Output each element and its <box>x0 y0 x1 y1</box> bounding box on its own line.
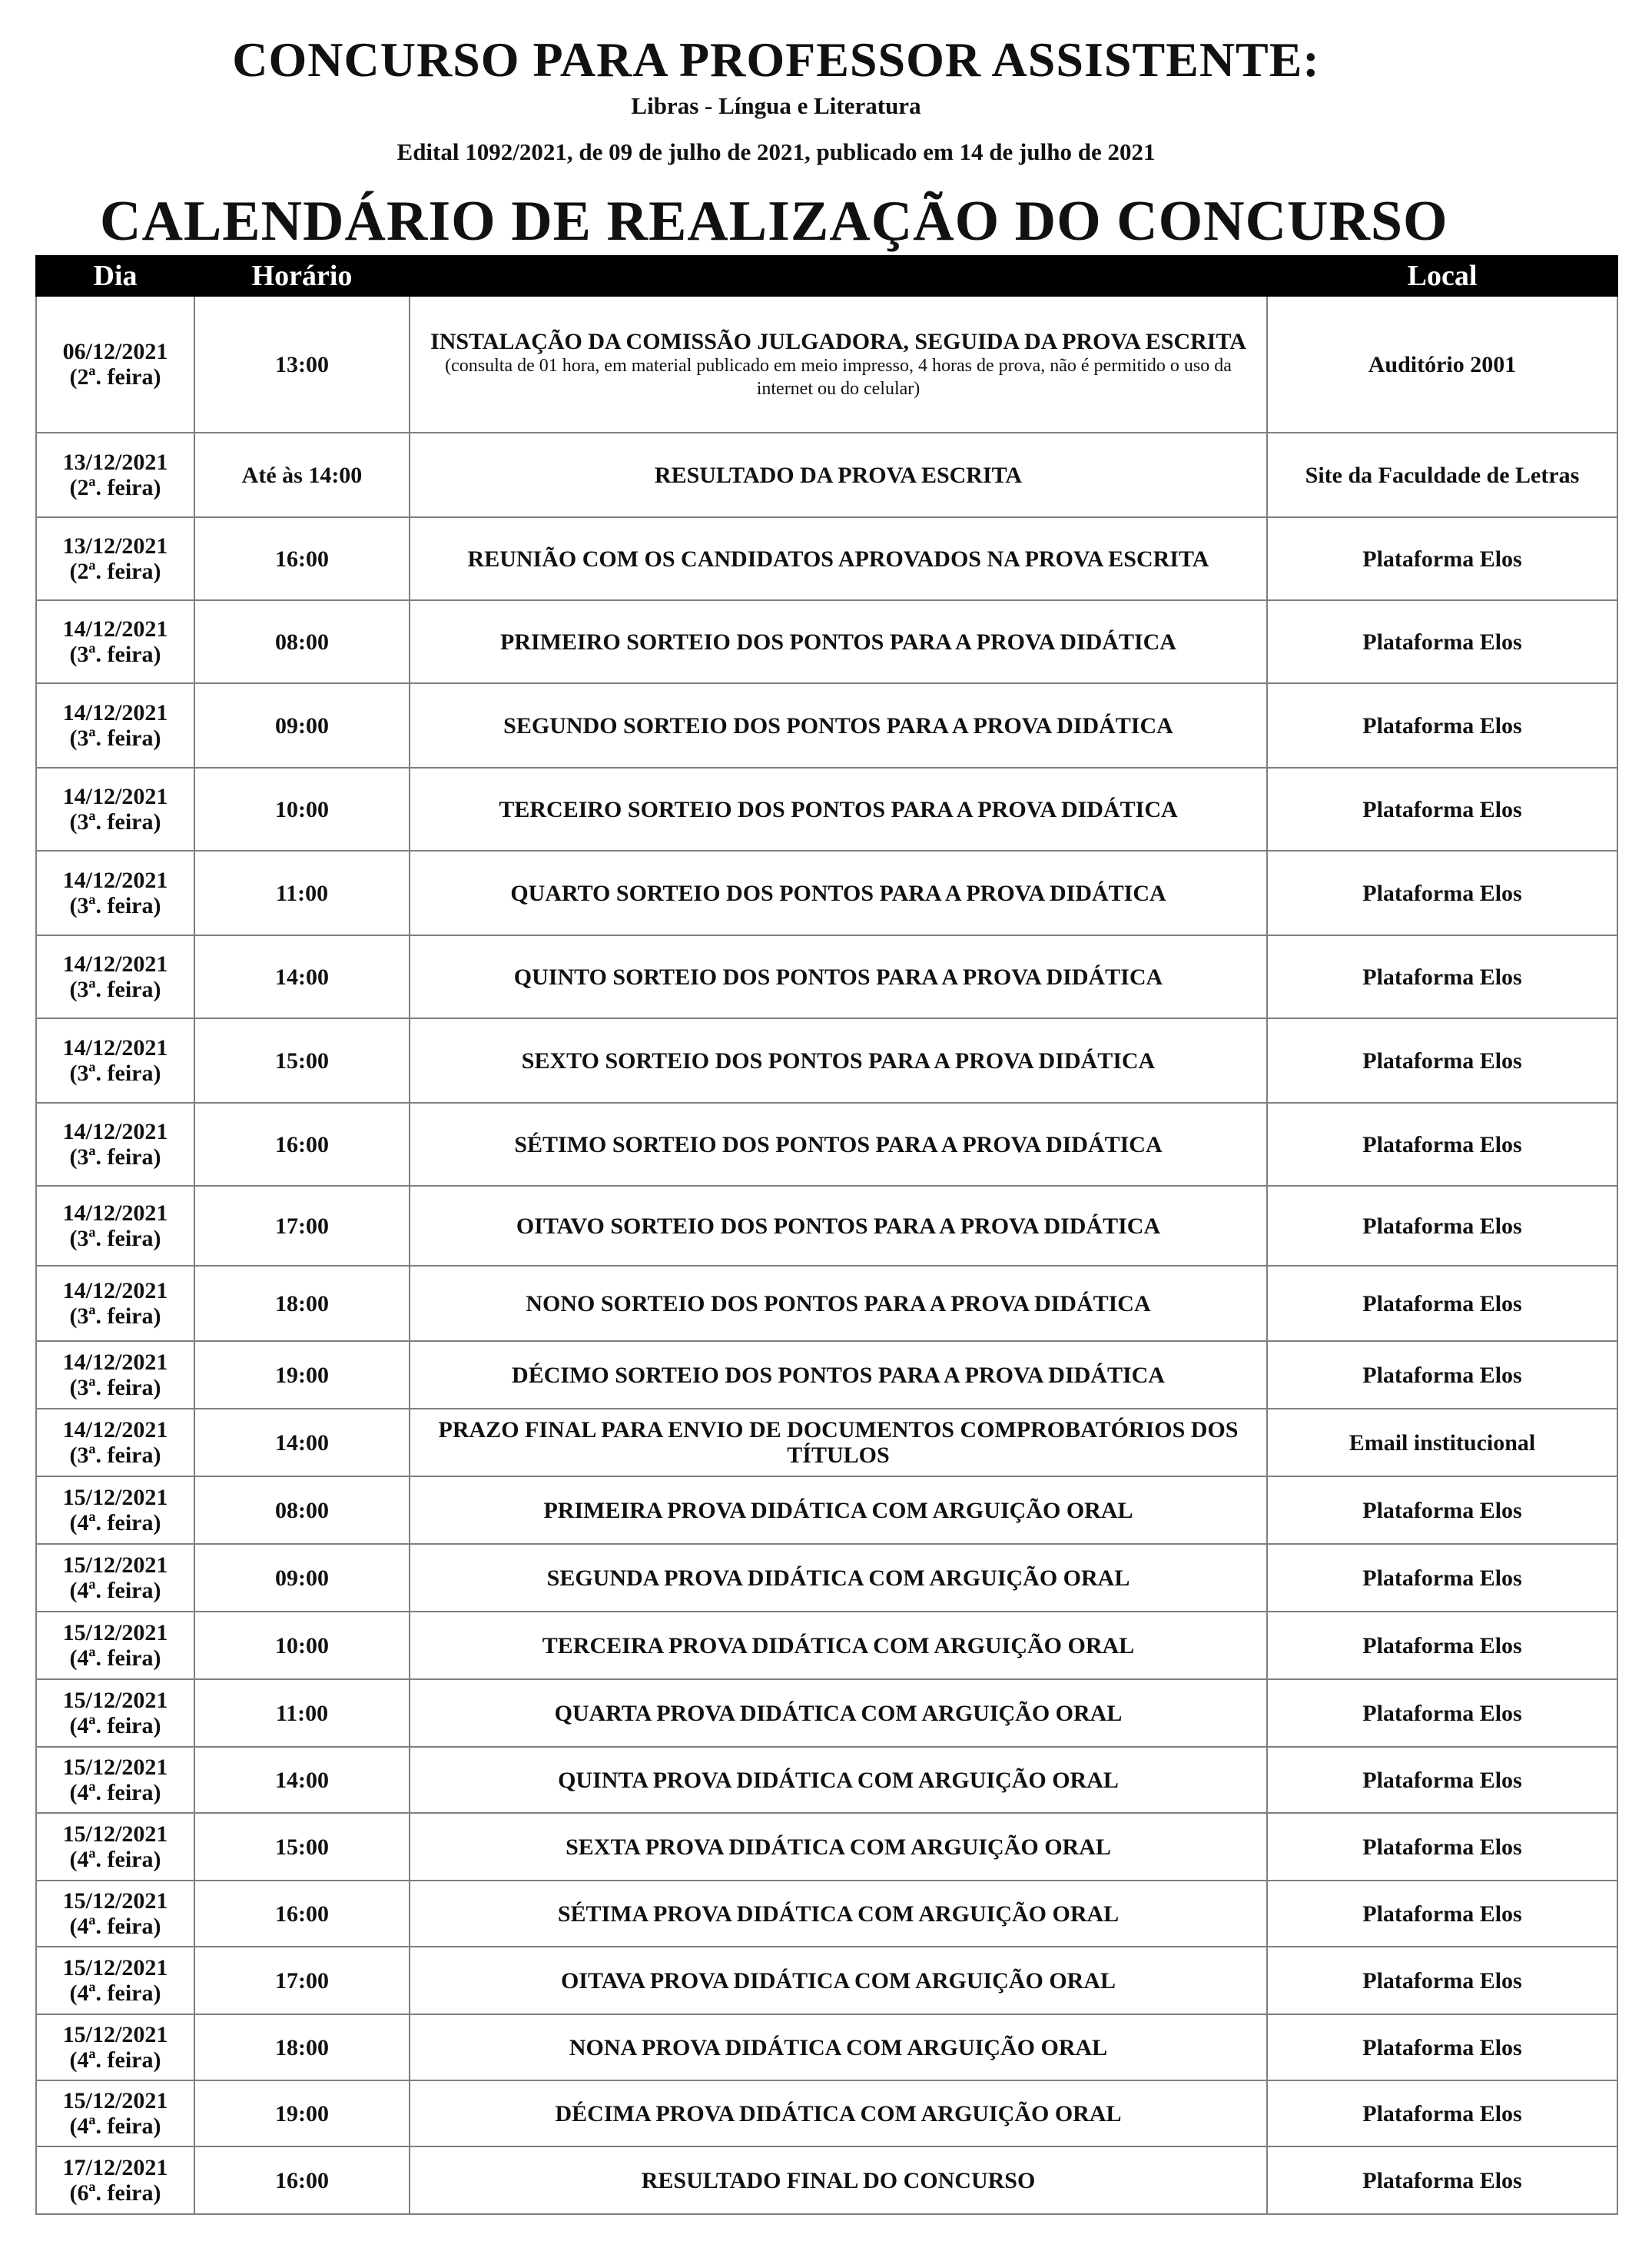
cell-dia <box>36 935 194 1018</box>
cell-horario: 08:00 <box>194 1476 410 1544</box>
cell-horario: 13:00 <box>194 296 410 433</box>
cell-horario: 08:00 <box>194 600 410 683</box>
event-text: SEGUNDA PROVA DIDÁTICA COM ARGUIÇÃO ORAL <box>546 1565 1130 1591</box>
table-row <box>36 1186 1617 1266</box>
cell-evento <box>410 1266 1267 1341</box>
event-text: SEXTO SORTEIO DOS PONTOS PARA A PROVA DIDÁTICA <box>521 1047 1156 1074</box>
date-text: 13/12/2021 <box>62 450 168 475</box>
weekday-text: (3ª. feira) <box>69 893 161 918</box>
event-text: SEXTA PROVA DIDÁTICA COM ARGUIÇÃO ORAL <box>566 1834 1111 1860</box>
cell-local: Plataforma Elos <box>1267 1881 1617 1947</box>
cell-dia <box>36 1813 194 1881</box>
table-row <box>36 1266 1617 1341</box>
cell-local: Plataforma Elos <box>1267 517 1617 600</box>
event-text: NONO SORTEIO DOS PONTOS PARA A PROVA DIDÁTICA <box>526 1290 1151 1316</box>
event-text: RESULTADO DA PROVA ESCRITA <box>654 462 1023 488</box>
date-text: 15/12/2021 <box>62 1688 168 1713</box>
schedule-table <box>35 255 1618 2215</box>
cell-dia <box>36 296 194 433</box>
cell-horario: 10:00 <box>194 1612 410 1679</box>
cell-horario: 15:00 <box>194 1018 410 1103</box>
page-subtitle: Libras - Língua e Literatura <box>631 92 921 119</box>
cell-dia <box>36 433 194 517</box>
date-text: 14/12/2021 <box>62 868 168 893</box>
event-text: OITAVO SORTEIO DOS PONTOS PARA A PROVA DIDÁTICA <box>516 1213 1161 1239</box>
date-text: 14/12/2021 <box>62 700 168 725</box>
date-text: 15/12/2021 <box>62 1552 168 1578</box>
table-row <box>36 1947 1617 2014</box>
cell-dia <box>36 1341 194 1409</box>
date-text: 17/12/2021 <box>62 2155 168 2180</box>
date-text: 14/12/2021 <box>62 1035 168 1061</box>
weekday-text: (3ª. feira) <box>69 1443 161 1468</box>
calendar-heading: CALENDÁRIO DE REALIZAÇÃO DO CONCURSO <box>100 190 1448 253</box>
date-text: 06/12/2021 <box>62 339 168 364</box>
cell-local: Plataforma Elos <box>1267 1018 1617 1103</box>
schedule-body <box>36 296 1617 2214</box>
event-text: NONA PROVA DIDÁTICA COM ARGUIÇÃO ORAL <box>569 2034 1108 2060</box>
cell-dia <box>36 851 194 935</box>
cell-local: Plataforma Elos <box>1267 683 1617 768</box>
table-row <box>36 1409 1617 1476</box>
cell-horario: 09:00 <box>194 683 410 768</box>
cell-local: Plataforma Elos <box>1267 2146 1617 2214</box>
weekday-text: (4ª. feira) <box>69 1914 161 1939</box>
date-text: 14/12/2021 <box>62 951 168 977</box>
cell-evento <box>410 433 1267 517</box>
event-text: INSTALAÇÃO DA COMISSÃO JULGADORA, SEGUIDA DA PROVA ESCRITA <box>430 328 1246 354</box>
cell-horario: 18:00 <box>194 2014 410 2080</box>
cell-local: Plataforma Elos <box>1267 1747 1617 1813</box>
cell-local: Plataforma Elos <box>1267 600 1617 683</box>
edital-line: Edital 1092/2021, de 09 de julho de 2021, publicado em 14 de julho de 2021 <box>396 138 1156 165</box>
date-text: 14/12/2021 <box>62 1119 168 1144</box>
cell-local: Plataforma Elos <box>1267 1476 1617 1544</box>
event-note: (consulta de 01 hora, em material publicado em meio impresso, 4 horas de prova, não é permitido o uso da internet ou do celular) <box>445 355 1232 399</box>
date-text: 14/12/2021 <box>62 784 168 809</box>
weekday-text: (4ª. feira) <box>69 1780 161 1805</box>
cell-local: Site da Faculdade de Letras <box>1267 433 1617 517</box>
weekday-text: (4ª. feira) <box>69 2113 161 2139</box>
event-text: OITAVA PROVA DIDÁTICA COM ARGUIÇÃO ORAL <box>560 1967 1116 1994</box>
cell-local: Plataforma Elos <box>1267 1266 1617 1341</box>
cell-horario: 16:00 <box>194 2146 410 2214</box>
cell-local: Plataforma Elos <box>1267 935 1617 1018</box>
date-text: 15/12/2021 <box>62 2022 168 2047</box>
cell-evento <box>410 1409 1267 1476</box>
cell-dia <box>36 1266 194 1341</box>
cell-evento <box>410 600 1267 683</box>
event-text: SEGUNDO SORTEIO DOS PONTOS PARA A PROVA DIDÁTICA <box>503 712 1173 739</box>
table-row <box>36 1341 1617 1409</box>
event-text: DÉCIMA PROVA DIDÁTICA COM ARGUIÇÃO ORAL <box>555 2100 1122 2126</box>
column-header-dia: Dia <box>36 256 194 296</box>
event-text: SÉTIMO SORTEIO DOS PONTOS PARA A PROVA DIDÁTICA <box>514 1131 1163 1157</box>
cell-evento <box>410 2080 1267 2146</box>
table-row <box>36 2080 1617 2146</box>
cell-dia <box>36 1476 194 1544</box>
table-row <box>36 296 1617 433</box>
cell-evento <box>410 2014 1267 2080</box>
table-row <box>36 2014 1617 2080</box>
weekday-text: (4ª. feira) <box>69 1578 161 1603</box>
table-row <box>36 1881 1617 1947</box>
event-text: PRIMEIRA PROVA DIDÁTICA COM ARGUIÇÃO ORAL <box>543 1497 1133 1523</box>
event-text: REUNIÃO COM OS CANDIDATOS APROVADOS NA PROVA ESCRITA <box>467 546 1209 572</box>
date-text: 14/12/2021 <box>62 1417 168 1443</box>
cell-evento <box>410 517 1267 600</box>
event-text: SÉTIMA PROVA DIDÁTICA COM ARGUIÇÃO ORAL <box>557 1901 1120 1927</box>
event-text: PRAZO FINAL PARA ENVIO DE DOCUMENTOS COMPROBATÓRIOS DOS TÍTULOS <box>438 1417 1239 1468</box>
cell-local: Email institucional <box>1267 1409 1617 1476</box>
weekday-text: (3ª. feira) <box>69 642 161 667</box>
page-title: CONCURSO PARA PROFESSOR ASSISTENTE: <box>232 32 1320 87</box>
weekday-text: (3ª. feira) <box>69 1303 161 1329</box>
cell-dia <box>36 1103 194 1186</box>
table-row <box>36 851 1617 935</box>
date-text: 15/12/2021 <box>62 1955 168 1980</box>
table-row <box>36 1612 1617 1679</box>
event-text: RESULTADO FINAL DO CONCURSO <box>641 2167 1036 2193</box>
cell-evento <box>410 935 1267 1018</box>
cell-horario: 16:00 <box>194 1103 410 1186</box>
cell-evento <box>410 1341 1267 1409</box>
cell-local: Plataforma Elos <box>1267 1544 1617 1612</box>
weekday-text: (3ª. feira) <box>69 725 161 751</box>
event-text: QUARTA PROVA DIDÁTICA COM ARGUIÇÃO ORAL <box>554 1700 1123 1726</box>
event-text: TERCEIRA PROVA DIDÁTICA COM ARGUIÇÃO ORAL <box>542 1632 1135 1658</box>
cell-dia <box>36 1881 194 1947</box>
cell-evento <box>410 1476 1267 1544</box>
column-header-local: Local <box>1267 256 1617 296</box>
date-text: 15/12/2021 <box>62 1485 168 1510</box>
cell-horario: 14:00 <box>194 1747 410 1813</box>
table-row <box>36 683 1617 768</box>
cell-horario: 17:00 <box>194 1947 410 2014</box>
weekday-text: (3ª. feira) <box>69 809 161 835</box>
table-row <box>36 1813 1617 1881</box>
table-row <box>36 433 1617 517</box>
cell-evento <box>410 683 1267 768</box>
weekday-text: (3ª. feira) <box>69 1226 161 1251</box>
event-text: QUINTO SORTEIO DOS PONTOS PARA A PROVA DIDÁTICA <box>513 964 1163 990</box>
cell-dia <box>36 1947 194 2014</box>
table-row <box>36 1679 1617 1747</box>
table-row <box>36 517 1617 600</box>
cell-local: Plataforma Elos <box>1267 1679 1617 1747</box>
event-text: PRIMEIRO SORTEIO DOS PONTOS PARA A PROVA DIDÁTICA <box>500 629 1176 655</box>
cell-evento <box>410 1747 1267 1813</box>
cell-evento <box>410 768 1267 851</box>
weekday-text: (4ª. feira) <box>69 2047 161 2073</box>
table-row <box>36 1476 1617 1544</box>
cell-local: Plataforma Elos <box>1267 2080 1617 2146</box>
weekday-text: (3ª. feira) <box>69 1061 161 1086</box>
cell-evento <box>410 1018 1267 1103</box>
cell-local: Plataforma Elos <box>1267 768 1617 851</box>
weekday-text: (4ª. feira) <box>69 1645 161 1671</box>
cell-evento <box>410 2146 1267 2214</box>
event-text: TERCEIRO SORTEIO DOS PONTOS PARA A PROVA DIDÁTICA <box>499 796 1178 822</box>
cell-dia <box>36 1747 194 1813</box>
cell-local: Plataforma Elos <box>1267 1186 1617 1266</box>
cell-evento <box>410 1947 1267 2014</box>
table-row <box>36 1103 1617 1186</box>
cell-dia <box>36 600 194 683</box>
cell-dia <box>36 768 194 851</box>
weekday-text: (4ª. feira) <box>69 1847 161 1872</box>
cell-local: Plataforma Elos <box>1267 1947 1617 2014</box>
cell-dia <box>36 2146 194 2214</box>
weekday-text: (4ª. feira) <box>69 1510 161 1536</box>
cell-dia <box>36 1544 194 1612</box>
cell-horario: 18:00 <box>194 1266 410 1341</box>
cell-local: Plataforma Elos <box>1267 1103 1617 1186</box>
cell-local: Plataforma Elos <box>1267 1341 1617 1409</box>
cell-horario: 14:00 <box>194 935 410 1018</box>
table-row <box>36 1544 1617 1612</box>
weekday-text: (3ª. feira) <box>69 1144 161 1170</box>
table-row <box>36 935 1617 1018</box>
cell-evento <box>410 1881 1267 1947</box>
date-text: 14/12/2021 <box>62 1350 168 1375</box>
column-header-evento <box>410 256 1267 296</box>
cell-horario: 19:00 <box>194 2080 410 2146</box>
cell-dia <box>36 1679 194 1747</box>
table-row <box>36 600 1617 683</box>
date-text: 15/12/2021 <box>62 1620 168 1645</box>
cell-horario: 11:00 <box>194 851 410 935</box>
date-text: 14/12/2021 <box>62 1200 168 1226</box>
cell-evento <box>410 1679 1267 1747</box>
date-text: 15/12/2021 <box>62 1821 168 1847</box>
cell-dia <box>36 683 194 768</box>
cell-dia <box>36 1409 194 1476</box>
cell-horario: 19:00 <box>194 1341 410 1409</box>
cell-evento <box>410 1813 1267 1881</box>
cell-evento <box>410 851 1267 935</box>
cell-dia <box>36 1612 194 1679</box>
cell-horario: 15:00 <box>194 1813 410 1881</box>
cell-evento <box>410 1186 1267 1266</box>
weekday-text: (3ª. feira) <box>69 1375 161 1400</box>
cell-local: Auditório 2001 <box>1267 296 1617 433</box>
cell-evento <box>410 296 1267 433</box>
event-text: DÉCIMO SORTEIO DOS PONTOS PARA A PROVA DIDÁTICA <box>512 1362 1165 1388</box>
date-text: 15/12/2021 <box>62 2088 168 2113</box>
cell-local: Plataforma Elos <box>1267 1612 1617 1679</box>
weekday-text: (3ª. feira) <box>69 977 161 1002</box>
cell-horario: 16:00 <box>194 1881 410 1947</box>
cell-horario: 11:00 <box>194 1679 410 1747</box>
cell-local: Plataforma Elos <box>1267 2014 1617 2080</box>
date-text: 14/12/2021 <box>62 616 168 642</box>
cell-local: Plataforma Elos <box>1267 851 1617 935</box>
weekday-text: (2ª. feira) <box>69 475 161 500</box>
cell-evento <box>410 1103 1267 1186</box>
cell-horario: 14:00 <box>194 1409 410 1476</box>
weekday-text: (4ª. feira) <box>69 1713 161 1738</box>
cell-horario: 10:00 <box>194 768 410 851</box>
date-text: 15/12/2021 <box>62 1888 168 1914</box>
table-row <box>36 1747 1617 1813</box>
event-text: QUINTA PROVA DIDÁTICA COM ARGUIÇÃO ORAL <box>558 1767 1119 1793</box>
weekday-text: (2ª. feira) <box>69 559 161 584</box>
weekday-text: (6ª. feira) <box>69 2180 161 2206</box>
cell-dia <box>36 1186 194 1266</box>
table-header-row <box>36 256 1617 296</box>
cell-dia <box>36 517 194 600</box>
cell-horario: 16:00 <box>194 517 410 600</box>
table-row <box>36 768 1617 851</box>
cell-evento <box>410 1544 1267 1612</box>
date-text: 13/12/2021 <box>62 533 168 559</box>
cell-evento <box>410 1612 1267 1679</box>
cell-dia <box>36 2080 194 2146</box>
cell-dia <box>36 2014 194 2080</box>
weekday-text: (2ª. feira) <box>69 364 161 390</box>
table-row <box>36 1018 1617 1103</box>
weekday-text: (4ª. feira) <box>69 1980 161 2006</box>
cell-dia <box>36 1018 194 1103</box>
date-text: 15/12/2021 <box>62 1755 168 1780</box>
cell-horario: 17:00 <box>194 1186 410 1266</box>
cell-horario: Até às 14:00 <box>194 433 410 517</box>
column-header-horario: Horário <box>194 256 410 296</box>
event-text: QUARTO SORTEIO DOS PONTOS PARA A PROVA DIDÁTICA <box>510 880 1166 906</box>
cell-local: Plataforma Elos <box>1267 1813 1617 1881</box>
table-row <box>36 2146 1617 2214</box>
cell-horario: 09:00 <box>194 1544 410 1612</box>
date-text: 14/12/2021 <box>62 1278 168 1303</box>
